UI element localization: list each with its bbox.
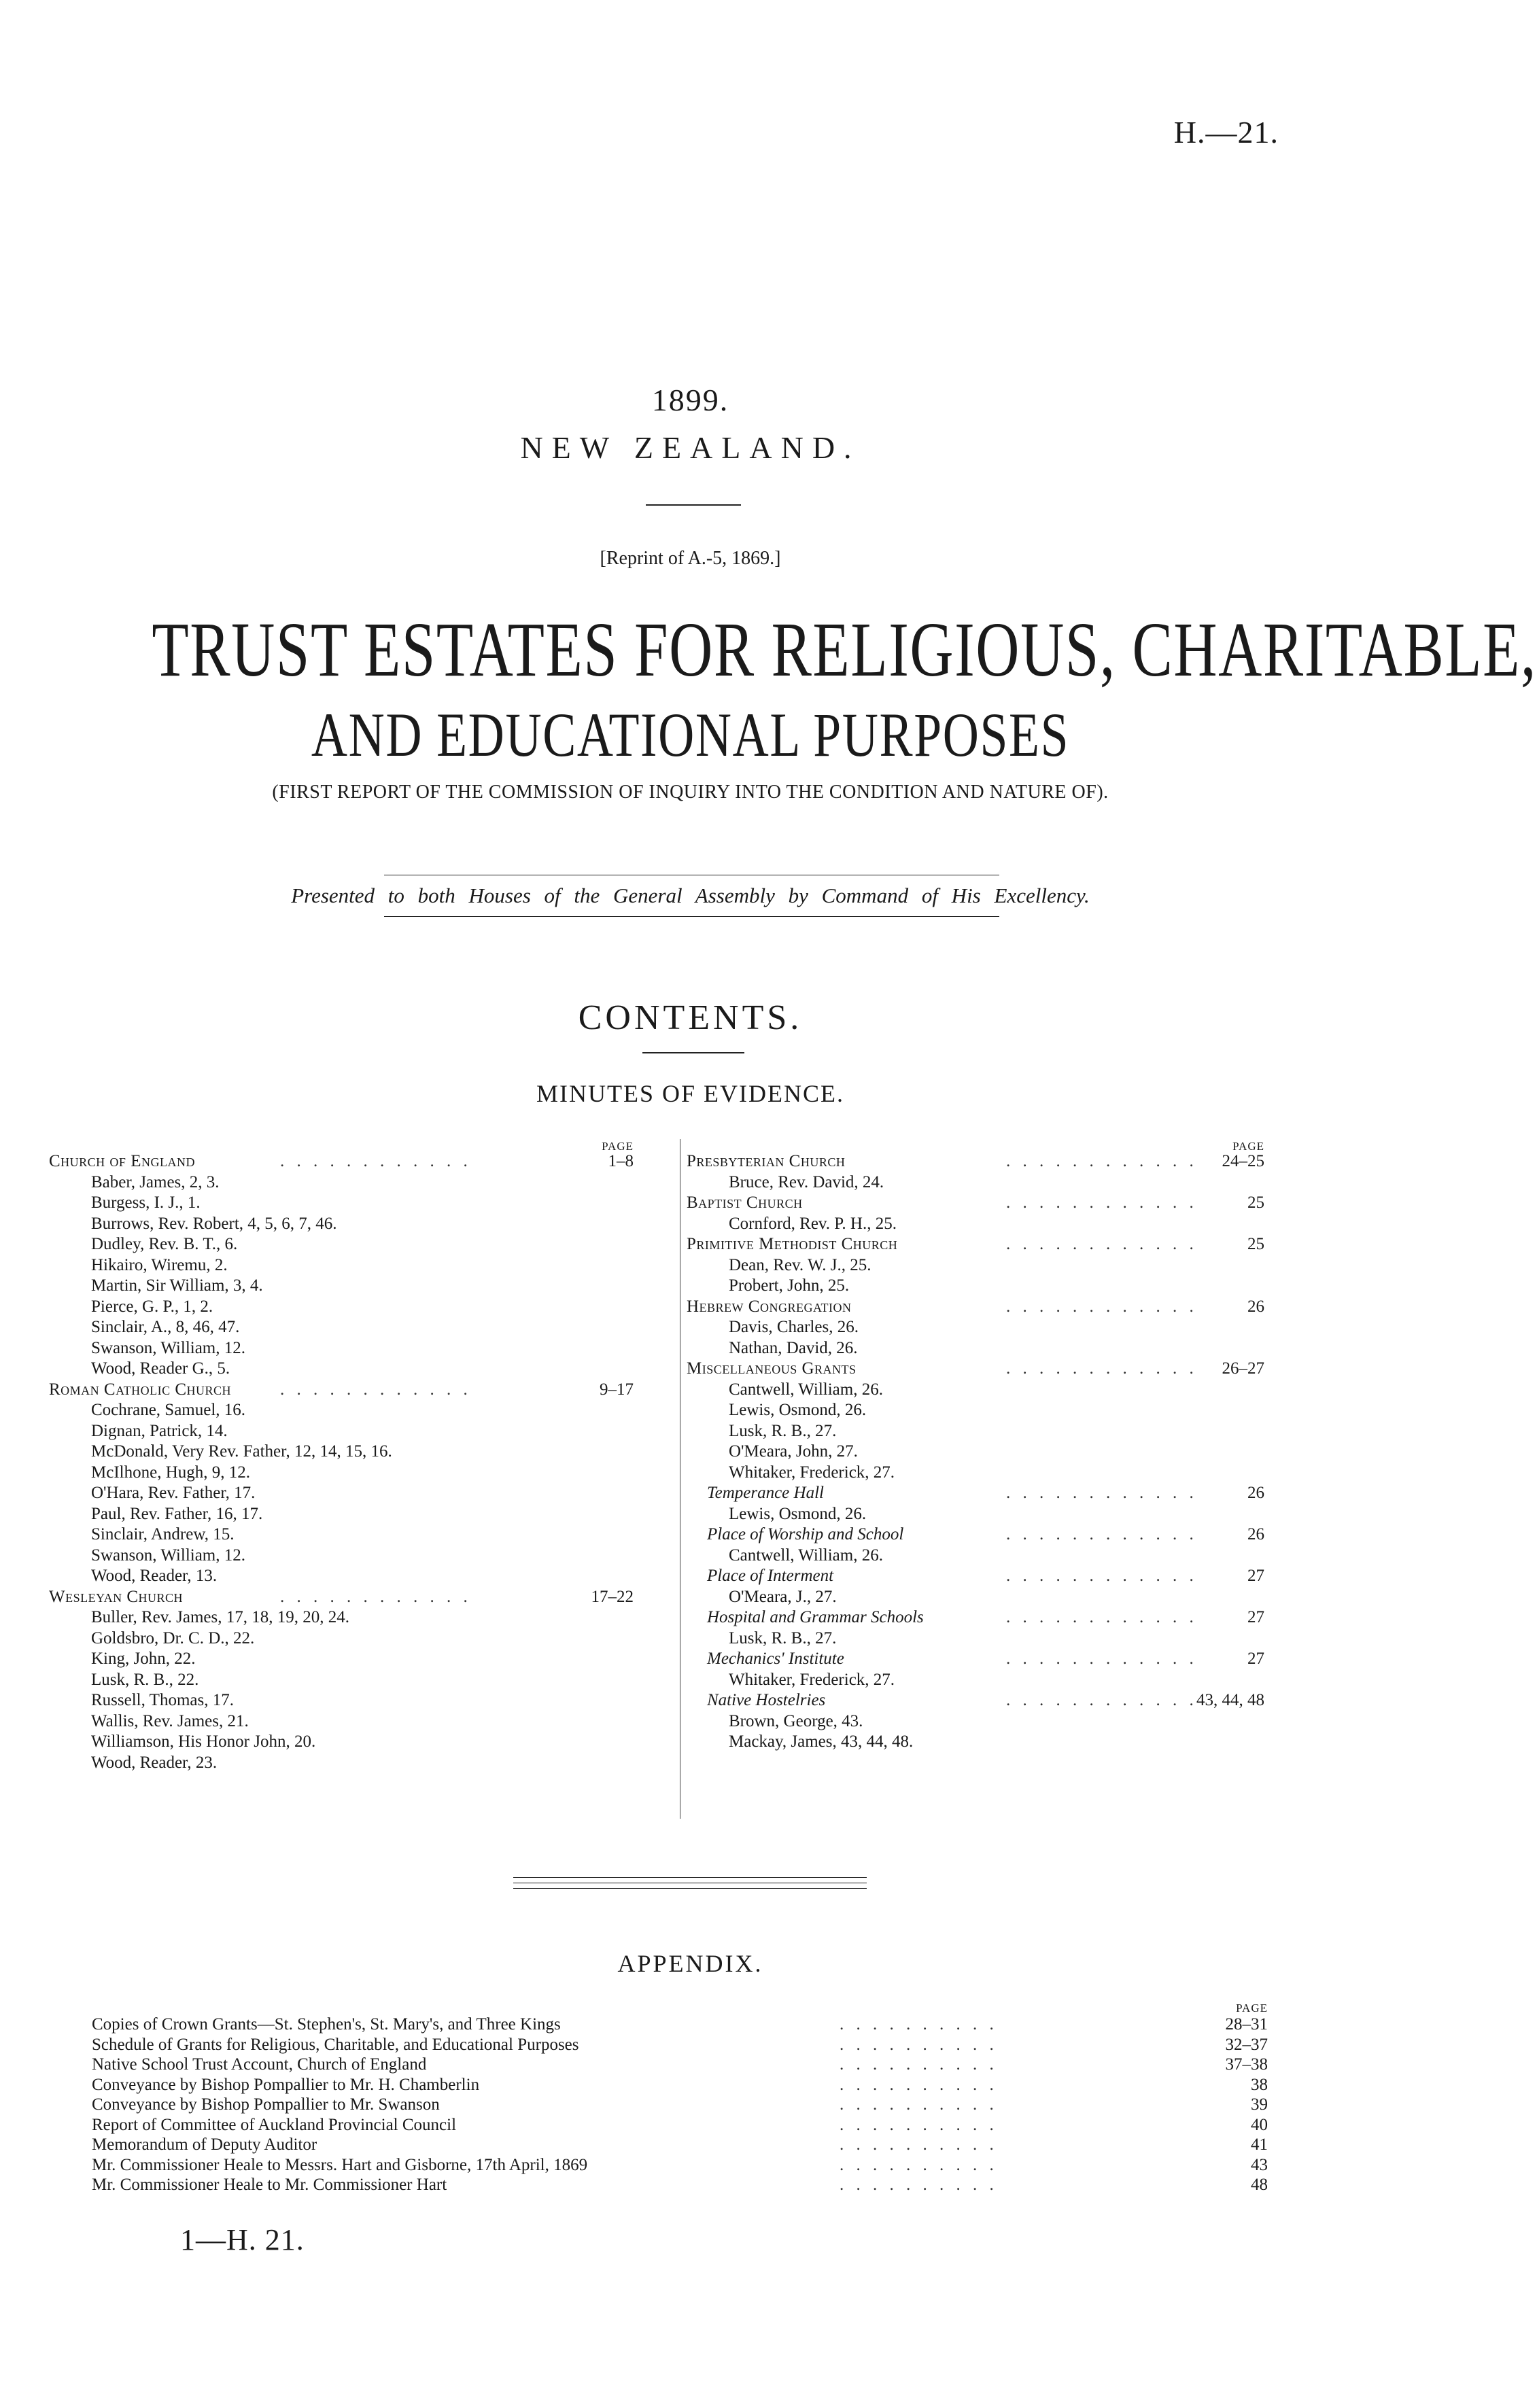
page-number: 26 (1247, 1525, 1264, 1543)
witness-name: Goldsbro, Dr. C. D., 22. (91, 1628, 255, 1647)
witness-entry (49, 1566, 634, 1587)
dot-leader: . . . . . . . . . . . . (1006, 1484, 1198, 1502)
appendix-entry (92, 2035, 1268, 2055)
witness-entry (687, 1442, 1264, 1463)
witness-name: Baber, James, 2, 3. (91, 1172, 220, 1191)
main-title-line-1: TRUST ESTATES FOR RELIGIOUS, CHARITABLE, (152, 606, 1537, 693)
dot-leader: . . . . . . . . . . (840, 2115, 998, 2134)
witness-entry (687, 1546, 1264, 1567)
page-number: 25 (1247, 1193, 1264, 1212)
dot-leader: . . . . . . . . . . . . (1006, 1297, 1198, 1316)
page-number: 32–37 (1225, 2035, 1268, 2054)
section-title: Miscellaneous Grants (687, 1359, 857, 1378)
page-number: 9–17 (600, 1380, 634, 1399)
witness-entry (687, 1463, 1264, 1484)
section-title: Presbyterian Church (687, 1152, 846, 1170)
witness-name: Wallis, Rev. James, 21. (91, 1711, 249, 1730)
page-reference: H.—21. (1173, 115, 1279, 150)
section-title: Primitive Methodist Church (687, 1235, 898, 1253)
witness-entry (49, 1607, 634, 1628)
witness-name: McDonald, Very Rev. Father, 12, 14, 15, 16. (91, 1442, 392, 1461)
subsection-title: Place of Worship and School (707, 1525, 904, 1543)
appendix-title: Conveyance by Bishop Pompallier to Mr. H. Chamberlin (92, 2075, 480, 2094)
subsection-entry (687, 1524, 1264, 1546)
appendix-entry (92, 2175, 1268, 2195)
section-entry (49, 1587, 634, 1608)
witness-name: Bruce, Rev. David, 24. (729, 1172, 884, 1191)
appendix-title: Memorandum of Deputy Auditor (92, 2135, 317, 2154)
witness-entry (49, 1234, 634, 1255)
appendix-entry (92, 2075, 1268, 2095)
witness-entry (49, 1255, 634, 1276)
witness-entry (687, 1421, 1264, 1442)
witness-entry (687, 1276, 1264, 1297)
appendix-title: Mr. Commissioner Heale to Mr. Commissioner Hart (92, 2176, 447, 2194)
minutes-of-evidence-heading: MINUTES OF EVIDENCE. (536, 1080, 844, 1107)
subsection-title: Temperance Hall (707, 1484, 824, 1502)
divider-rule (646, 504, 741, 506)
subsection-title: Hospital and Grammar Schools (707, 1608, 924, 1626)
main-title-line-2: AND EDUCATIONAL PURPOSES (311, 700, 1070, 769)
witness-entry (49, 1463, 634, 1484)
section-title: Church of England (49, 1152, 195, 1170)
section-entry (49, 1151, 634, 1172)
witness-name: Burgess, I. J., 1. (91, 1193, 201, 1212)
page-number: 27 (1247, 1650, 1264, 1668)
witness-name: Lewis, Osmond, 26. (729, 1401, 867, 1419)
witness-name: Dean, Rev. W. J., 25. (729, 1255, 871, 1274)
dot-leader: . . . . . . . . . . . . (1006, 1650, 1198, 1668)
page-number: 41 (1251, 2135, 1268, 2154)
appendix-heading: APPENDIX. (617, 1950, 763, 1977)
dot-leader: . . . . . . . . . . (840, 2135, 998, 2154)
witness-entry (49, 1690, 634, 1711)
page-number: 40 (1251, 2115, 1268, 2134)
witness-name: Lusk, R. B., 27. (729, 1628, 837, 1647)
reprint-note: [Reprint of A.-5, 1869.] (600, 548, 781, 569)
page-number: 17–22 (591, 1587, 634, 1606)
witness-name: Williamson, His Honor John, 20. (91, 1732, 316, 1751)
section-title: Wesleyan Church (49, 1587, 184, 1606)
witness-name: Whitaker, Frederick, 27. (729, 1670, 895, 1689)
dot-leader: . . . . . . . . . . . . (1006, 1152, 1198, 1170)
minutes-left-column (49, 1136, 634, 1773)
witness-entry (687, 1587, 1264, 1608)
dot-leader: . . . . . . . . . . (840, 2155, 998, 2174)
witness-name: Sinclair, A., 8, 46, 47. (91, 1318, 240, 1336)
witness-name: Dignan, Patrick, 14. (91, 1421, 228, 1440)
page-number: 24–25 (1222, 1152, 1264, 1170)
witness-entry (687, 1172, 1264, 1193)
dot-leader: . . . . . . . . . . (840, 2015, 998, 2034)
page-number: 38 (1251, 2075, 1268, 2094)
dot-leader: . . . . . . . . . . (840, 2035, 998, 2054)
page-column-label: PAGE (602, 1140, 634, 1153)
witness-entry (687, 1255, 1264, 1276)
section-entry (687, 1151, 1264, 1172)
witness-name: Lusk, R. B., 22. (91, 1670, 199, 1689)
dot-leader: . . . . . . . . . . (840, 2075, 998, 2094)
witness-name: King, John, 22. (91, 1650, 196, 1668)
witness-name: Wood, Reader G., 5. (91, 1359, 230, 1378)
appendix-entry (92, 2135, 1268, 2155)
witness-name: McIlhone, Hugh, 9, 12. (91, 1463, 250, 1482)
witness-entry (687, 1338, 1264, 1359)
page-column-label: PAGE (1236, 2002, 1268, 2014)
witness-name: Mackay, James, 43, 44, 48. (729, 1732, 914, 1751)
witness-name: Whitaker, Frederick, 27. (729, 1463, 895, 1482)
contents-rule (642, 1052, 744, 1053)
page-number: 25 (1247, 1235, 1264, 1253)
witness-entry (49, 1172, 634, 1193)
witness-entry (49, 1670, 634, 1691)
subsection-title: Mechanics' Institute (707, 1650, 844, 1668)
witness-entry (687, 1380, 1264, 1401)
appendix-entry (92, 2095, 1268, 2115)
contents-heading: CONTENTS. (578, 998, 803, 1037)
witness-name: O'Meara, J., 27. (729, 1587, 837, 1606)
presented-rule-bottom (384, 916, 999, 917)
section-title: Baptist Church (687, 1193, 803, 1212)
subsection-title: Place of Interment (707, 1567, 834, 1585)
subsection-entry (687, 1607, 1264, 1628)
appendix-entry (92, 2155, 1268, 2176)
witness-name: Paul, Rev. Father, 16, 17. (91, 1504, 263, 1523)
appendix-title: Copies of Crown Grants—St. Stephen's, St. Mary's, and Three Kings (92, 2015, 561, 2034)
subsection-entry (687, 1566, 1264, 1587)
subsection-entry (687, 1690, 1264, 1711)
witness-name: Pierce, G. P., 1, 2. (91, 1297, 213, 1316)
witness-entry (687, 1711, 1264, 1732)
witness-name: O'Hara, Rev. Father, 17. (91, 1484, 256, 1502)
witness-entry (49, 1711, 634, 1732)
appendix-title: Native School Trust Account, Church of England (92, 2055, 427, 2074)
witness-name: Swanson, William, 12. (91, 1338, 246, 1357)
dot-leader: . . . . . . . . . . . . (1006, 1525, 1198, 1543)
page-number: 43, 44, 48 (1196, 1691, 1264, 1709)
witness-entry (49, 1483, 634, 1504)
country-heading: NEW ZEALAND. (520, 430, 861, 465)
witness-name: Nathan, David, 26. (729, 1338, 858, 1357)
dot-leader: . . . . . . . . . . (840, 2055, 998, 2074)
witness-name: Cantwell, William, 26. (729, 1380, 883, 1399)
page-number: 26 (1247, 1297, 1264, 1316)
witness-entry (687, 1400, 1264, 1421)
witness-entry (687, 1504, 1264, 1525)
witness-name: Cornford, Rev. P. H., 25. (729, 1214, 897, 1233)
page-number: 1–8 (608, 1152, 634, 1170)
page-number: 48 (1251, 2176, 1268, 2194)
witness-entry (49, 1214, 634, 1235)
appendix-title: Conveyance by Bishop Pompallier to Mr. Swanson (92, 2095, 440, 2114)
appendix-title: Report of Committee of Auckland Provincial Council (92, 2115, 457, 2134)
subsection-title: Native Hostelries (707, 1691, 826, 1709)
appendix-title: Schedule of Grants for Religious, Charitable, and Educational Purposes (92, 2035, 579, 2054)
witness-name: Sinclair, Andrew, 15. (91, 1525, 235, 1543)
document-year: 1899. (651, 383, 729, 417)
subtitle: (FIRST REPORT OF THE COMMISSION OF INQUIRY INTO THE CONDITION AND NATURE OF). (272, 782, 1109, 803)
witness-name: Burrows, Rev. Robert, 4, 5, 6, 7, 46. (91, 1214, 337, 1233)
double-rule-bottom (513, 1888, 867, 1889)
section-entry (687, 1359, 1264, 1380)
witness-entry (49, 1400, 634, 1421)
section-entry (49, 1380, 634, 1401)
dot-leader: . . . . . . . . . . . . (1006, 1567, 1198, 1585)
witness-entry (687, 1732, 1264, 1753)
dot-leader: . . . . . . . . . . . . (1006, 1691, 1198, 1709)
appendix-list (92, 1998, 1268, 2195)
witness-name: Cantwell, William, 26. (729, 1546, 883, 1565)
witness-name: Lewis, Osmond, 26. (729, 1504, 867, 1523)
witness-name: Cochrane, Samuel, 16. (91, 1401, 246, 1419)
witness-entry (49, 1317, 634, 1338)
double-rule-top (513, 1877, 867, 1878)
section-entry (687, 1297, 1264, 1318)
witness-entry (49, 1297, 634, 1318)
subsection-entry (687, 1483, 1264, 1504)
witness-entry (49, 1276, 634, 1297)
appendix-entry (92, 2115, 1268, 2135)
witness-name: O'Meara, John, 27. (729, 1442, 858, 1461)
witness-name: Martin, Sir William, 3, 4. (91, 1276, 263, 1295)
witness-entry (49, 1421, 634, 1442)
witness-entry (49, 1504, 634, 1525)
appendix-title: Mr. Commissioner Heale to Messrs. Hart and Gisborne, 17th April, 1869 (92, 2155, 588, 2174)
dot-leader: . . . . . . . . . . (840, 2095, 998, 2114)
page-number: 39 (1251, 2095, 1268, 2114)
page-column-label: PAGE (1232, 1140, 1264, 1153)
witness-name: Swanson, William, 12. (91, 1546, 246, 1565)
witness-entry (49, 1338, 634, 1359)
presented-statement: Presented to both Houses of the General Assembly by Command of His Excellency. (291, 884, 1090, 907)
page-number: 26 (1247, 1484, 1264, 1502)
witness-name: Russell, Thomas, 17. (91, 1691, 234, 1709)
subsection-entry (687, 1649, 1264, 1670)
witness-entry (49, 1732, 634, 1753)
page-number: 43 (1251, 2155, 1268, 2174)
witness-entry (687, 1214, 1264, 1235)
section-entry (687, 1193, 1264, 1214)
witness-entry (687, 1670, 1264, 1691)
witness-name: Lusk, R. B., 27. (729, 1421, 837, 1440)
section-entry (687, 1234, 1264, 1255)
section-title: Roman Catholic Church (49, 1380, 232, 1399)
dot-leader: . . . . . . . . . . . . (1006, 1235, 1198, 1253)
footer-signature: 1—H. 21. (180, 2223, 305, 2256)
witness-entry (49, 1359, 634, 1380)
witness-entry (49, 1628, 634, 1650)
witness-name: Probert, John, 25. (729, 1276, 850, 1295)
witness-name: Wood, Reader, 23. (91, 1753, 218, 1772)
page-number: 27 (1247, 1608, 1264, 1626)
dot-leader: . . . . . . . . . . . . (280, 1587, 472, 1606)
dot-leader: . . . . . . . . . . . . (280, 1380, 472, 1399)
minutes-right-column (687, 1136, 1264, 1753)
section-title: Hebrew Congregation (687, 1297, 852, 1316)
witness-name: Hikairo, Wiremu, 2. (91, 1255, 228, 1274)
page-number: 28–31 (1225, 2015, 1268, 2034)
witness-entry (49, 1524, 634, 1546)
witness-name: Buller, Rev. James, 17, 18, 19, 20, 24. (91, 1608, 349, 1626)
witness-entry (49, 1193, 634, 1214)
witness-name: Dudley, Rev. B. T., 6. (91, 1235, 238, 1253)
dot-leader: . . . . . . . . . . (840, 2176, 998, 2194)
dot-leader: . . . . . . . . . . . . (1006, 1193, 1198, 1212)
page-number: 27 (1247, 1567, 1264, 1585)
appendix-entry (92, 2014, 1268, 2035)
witness-name: Davis, Charles, 26. (729, 1318, 859, 1336)
dot-leader: . . . . . . . . . . . . (1006, 1608, 1198, 1626)
witness-entry (49, 1649, 634, 1670)
witness-entry (687, 1628, 1264, 1650)
dot-leader: . . . . . . . . . . . . (280, 1152, 472, 1170)
dot-leader: . . . . . . . . . . . . (1006, 1359, 1198, 1378)
witness-entry (49, 1442, 634, 1463)
page-number: 26–27 (1222, 1359, 1264, 1378)
appendix-entry (92, 2055, 1268, 2075)
witness-name: Wood, Reader, 13. (91, 1567, 218, 1585)
witness-name: Brown, George, 43. (729, 1711, 863, 1730)
witness-entry (49, 1546, 634, 1567)
witness-entry (687, 1317, 1264, 1338)
page-number: 37–38 (1225, 2055, 1268, 2074)
witness-entry (49, 1753, 634, 1774)
